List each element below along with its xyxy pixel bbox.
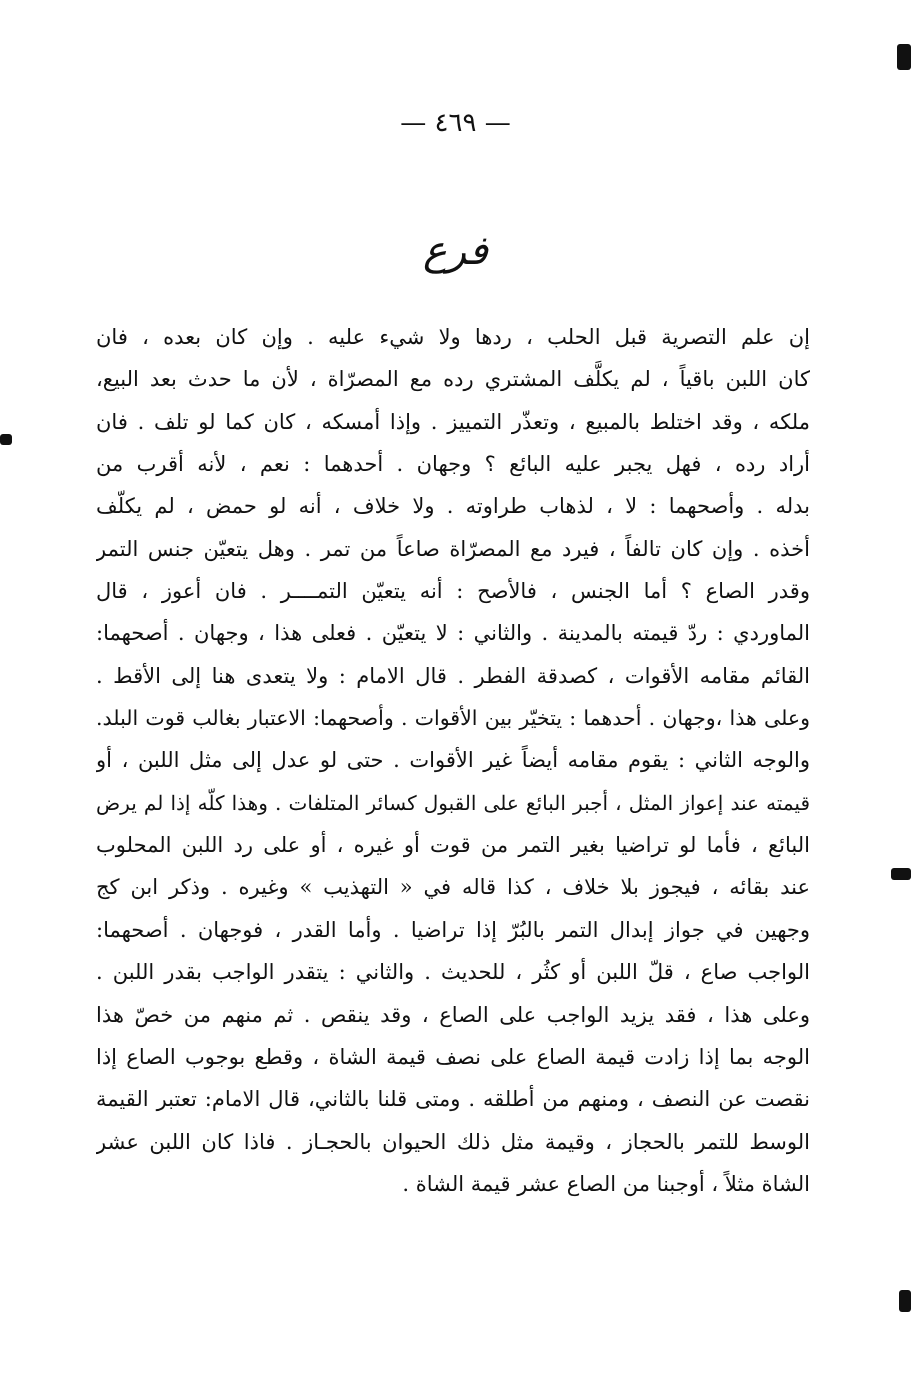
text-line: وقدر الصاع ؟ أما الجنس ، فالأصح : أنه يتعيّن التمــــر . فان أعوز ، قال [96,579,810,604]
text-line: الوجه بما إذا زادت قيمة الصاع على نصف قيمة الشاة ، وقطع بوجوب الصاع إذا [96,1044,810,1069]
scan-mark-left [0,434,12,445]
scan-mark-top-right [897,44,911,70]
text-line: أخذه . وإن كان تالفاً ، فيرد مع المصرّاة صاعاً من تمر . وهل يتعيّن جنس التمر [96,536,810,561]
text-line: أراد رده ، فهل يجبر عليه البائع ؟ وجهان . أحدهما : نعم ، لأنه أقرب من [96,452,810,477]
text-line: ملكه ، وقد اختلط بالمبيع ، وتعذّر التمييز . وإذا أمسكه ، كان كما لو تلف . فان [96,409,810,434]
text-line: الوسط للتمر بالحجاز ، وقيمة مثل ذلك الحيوان بالحجـاز . فاذا كان اللبن عشر [96,1129,810,1154]
text-line: قيمته عند إعواز المثل ، أجبر البائع على القبول كسائر المتلفات . وهذا كلّه إذا لم يرض [96,790,810,815]
text-line: عند بقائه ، فيجوز بلا خلاف ، كذا قاله في « التهذيب » وغيره . وذكر ابن كج [96,875,810,900]
page-number: — ٤٦٩ — [400,108,511,138]
text-line: كان اللبن باقياً ، لم يكلَّف المشتري رده مع المصرّاة ، لأن ما حدث بعد البيع، [96,367,810,392]
text-line: وعلى هذا ،وجهان . أحدهما : يتخيّر بين الأقوات . وأصحهما: الاعتبار بغالب قوت البلد. [96,706,810,731]
section-heading: فرع [422,228,489,274]
text-line: وعلى هذا ، فقد يزيد الواجب على الصاع ، وقد ينقص . ثم منهم من خصّ هذا [96,1002,810,1027]
text-line: القائم مقامه الأقوات ، كصدقة الفطر . قال الامام : ولا يتعدى هنا إلى الأقط . [96,663,810,688]
text-line: الواجب صاع ، قلّ اللبن أو كثُر ، للحديث . والثاني : يتقدر الواجب بقدر اللبن . [96,960,810,985]
scan-mark-bottom-right [899,1290,911,1312]
body-text [96,316,810,1205]
text-line: نقصت عن النصف ، ومنهم من أطلقه . ومتى قلنا بالثاني، قال الامام: تعتبر القيمة [96,1087,810,1112]
text-line: الماوردي : ردّ قيمته بالمدينة . والثاني : لا يتعيّن . فعلى هذا ، وجهان . أصحهما: [96,621,810,646]
text-line: والوجه الثاني : يقوم مقامه أيضاً غير الأقوات . حتى لو عدل إلى مثل اللبن ، أو [96,748,810,773]
text-line: البائع ، فأما لو تراضيا بغير التمر من قوت أو غيره ، أو على رد اللبن المحلوب [96,833,810,858]
text-line: وجهين في جواز إبدال التمر بالبُرّ إذا تراضيا . وأما القدر ، فوجهان . أصحهما: [96,917,810,942]
text-line: بدله . وأصحهما : لا ، لذهاب طراوته . ولا خلاف ، أنه لو حمض ، لم يكلّف [96,494,810,519]
scan-mark-right [891,868,911,880]
text-line: الشاة مثلاً ، أوجبنا من الصاع عشر قيمة الشاة . [402,1171,810,1196]
text-line: إن علم التصرية قبل الحلب ، ردها ولا شيء عليه . وإن كان بعده ، فان [96,325,810,349]
